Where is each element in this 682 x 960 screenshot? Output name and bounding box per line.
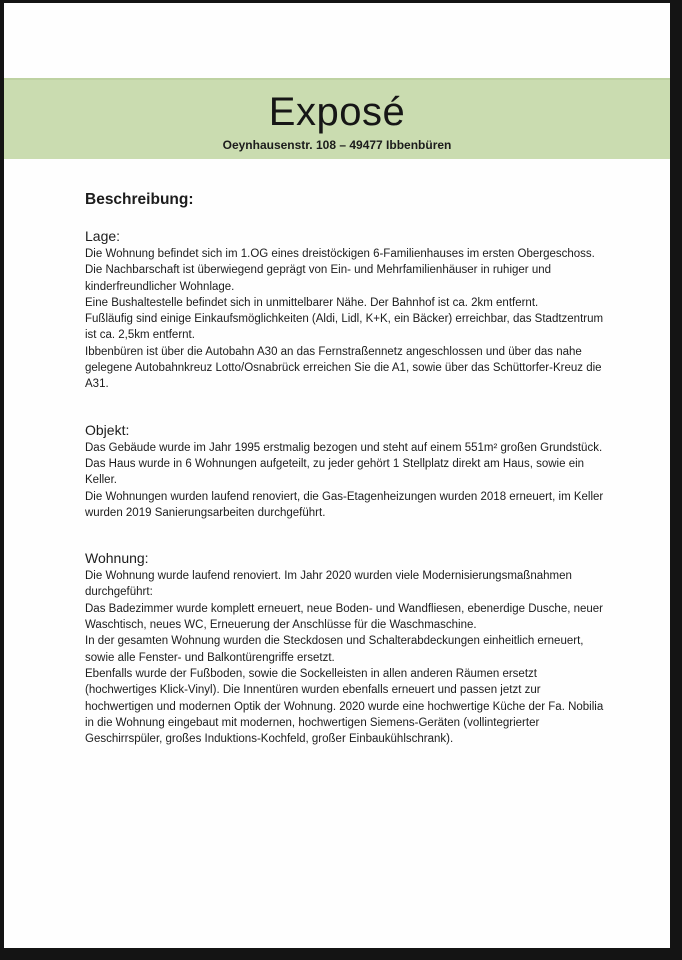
- paragraph: Das Haus wurde in 6 Wohnungen aufgeteilt, zu jeder gehört 1 Stellplatz direkt am Haus, sowie ein Keller.: [85, 457, 585, 487]
- section-lage: [85, 228, 605, 393]
- section-title-objekt: Objekt:: [85, 421, 130, 438]
- paragraph: Die Wohnung befindet sich im 1.OG eines dreistöckigen 6-Familienhauses im ersten Obergeschoss.: [85, 248, 595, 260]
- header-banner: [4, 78, 670, 159]
- paragraph: Die Wohnungen wurden laufend renoviert, die Gas-Etagenheizungen wurden 2018 erneuert, im Keller wurden 2019 Sanierungsarbeiten durchgeführt.: [85, 490, 604, 519]
- paragraph: In der gesamten Wohnung wurden die Steckdosen und Schalterabdeckungen einheitlich erneuert, sowie alle Fenster- und Balkontürengriffe ersetzt.: [85, 635, 584, 664]
- paragraph: Ibbenbüren ist über die Autobahn A30 an das Fernstraßennetz angeschlossen und über das nahe gelegene Autobahnkreuz Lotto/Osnabrück erreichen Sie die A1, sowie über das Schüttorfer-Kreuz die A31.: [85, 345, 602, 391]
- document-content: [85, 191, 605, 776]
- section-title-lage: Lage:: [85, 228, 121, 244]
- document-subtitle: Oeynhausenstr. 108 – 49477 Ibbenbüren: [222, 138, 452, 152]
- paragraph: Die Nachbarschaft ist überwiegend geprägt von Ein- und Mehrfamilienhäuser in ruhiger und kinderfreundlicher Wohnlage.: [85, 264, 552, 293]
- paragraph: Fußläufig sind einige Einkaufsmöglichkeiten (Aldi, Lidl, K+K, ein Bäcker) erreichbar, das Stadtzentrum ist ca. 2,5km entfernt.: [85, 313, 604, 342]
- section-title-wohnung: Wohnung:: [85, 550, 149, 567]
- paragraph: Ebenfalls wurde der Fußboden, sowie die Sockelleisten in allen anderen Räumen ersetzt (hochwertiges Klick-Vinyl). Die Innentüren wurden ebenfalls erneuert und passen jetzt zur hochwertigen und modernen Optik der Wohnung. 2020 wurde eine hochwertige Küche der Fa. Nobilia in die Wohnung eingebaut mit modernen, hochwertigen Siemens-Geräten (vollintegrierter Geschirrspüler, großes Induktions-Kochfeld, großer Einbaukühlschrank).: [85, 667, 604, 746]
- paragraph: Die Wohnung wurde laufend renoviert. Im Jahr 2020 wurden viele Modernisierungsmaßnahmen durchgeführt:: [85, 570, 572, 599]
- paragraph: Eine Bushaltestelle befindet sich in unmittelbarer Nähe. Der Bahnhof ist ca. 2km entfernt.: [85, 296, 539, 309]
- document-title: Exposé: [268, 90, 406, 134]
- paragraph: Das Gebäude wurde im Jahr 1995 erstmalig bezogen und steht auf einem 551m² großen Grundstück.: [85, 441, 603, 454]
- section-objekt: [85, 422, 605, 521]
- paragraph: Das Badezimmer wurde komplett erneuert, neue Boden- und Wandfliesen, ebenerdige Dusche, neuer Waschtisch, neues WC, Erneuerung der Anschlüsse für die Waschmaschine.: [85, 602, 604, 632]
- document-page: [4, 3, 670, 948]
- section-wohnung: [85, 550, 605, 747]
- main-heading: Beschreibung:: [85, 191, 194, 208]
